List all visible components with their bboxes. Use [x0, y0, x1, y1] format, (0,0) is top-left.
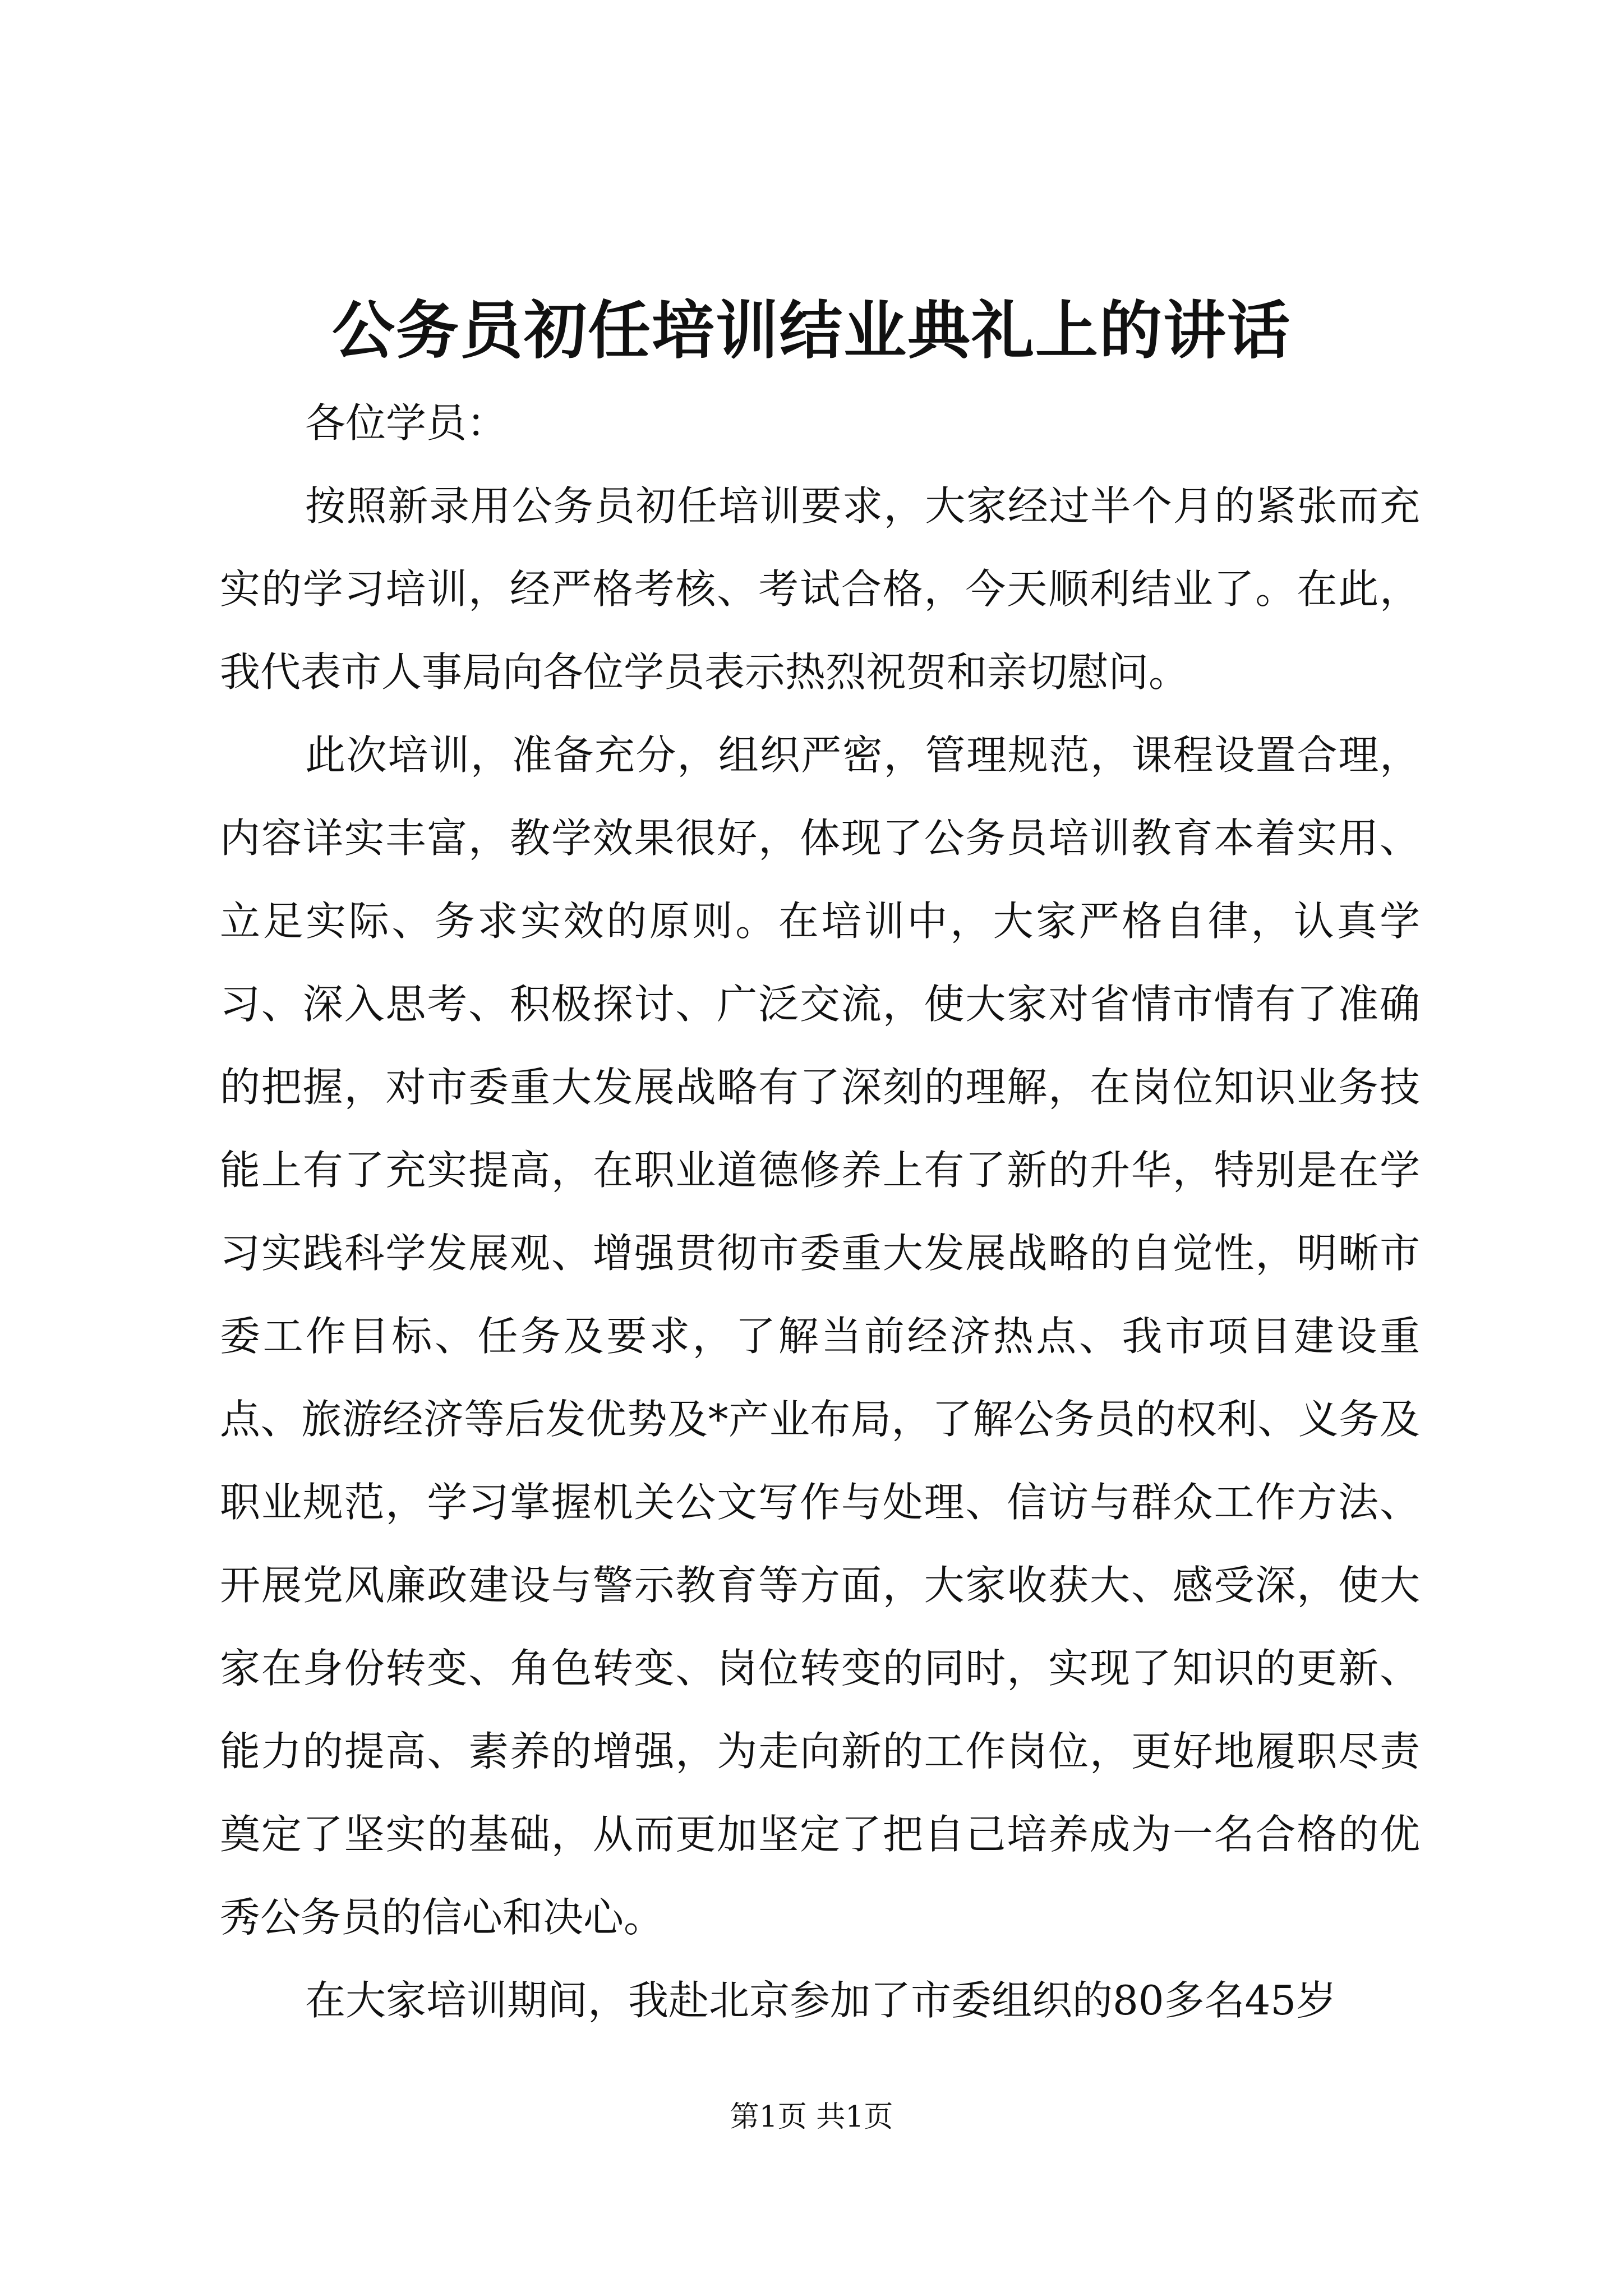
salutation: 各位学员： [305, 399, 508, 447]
page-number-footer: 第1页 共1页 [730, 2100, 893, 2134]
paragraph-beijing: 在大家培训期间，我赴北京参加了市委组织的80多名45岁 [305, 1977, 1337, 2024]
paragraph-training-summary: 此次培训，准备充分，组织严密，管理规范，课程设置合理，内容详实丰富，教学效果很好，体现了公务员培训教育本着实用、立足实际、务求实效的原则。在培训中，大家严格自律，认真学习、深入思考、积极探讨、广泛交流，使大家对省情市情有了准确的把握，对市委重大发展战略有了深刻的理解，在岗位知识业务技能上有了充实提高，在职业道德修养上有了新的升华，特别是在学习实践科学发展观、增强贯彻市委重大发展战略的自觉性，明晰市委工作目标、任务及要求，了解当前经济热点、我市项目建设重点、旅游经济等后发优势及*产业布局，了解公务员的权利、义务及职业规范，学习掌握机关公文写作与处理、信访与群众工作方法、开展党风廉政建设与警示教育等方面，大家收获大、感受深，使大家在身份转变、角色转变、岗位转变的同时，实现了知识的更新、能力的提高、素养的增强，为走向新的工作岗位，更好地履职尽责奠定了坚实的基础，从而更加坚定了把自己培养成为一名合格的优秀公务员的信心和决心。 [220, 731, 1420, 1941]
paragraph-intro: 按照新录用公务员初任培训要求，大家经过半个月的紧张而充实的学习培训，经严格考核、考试合格，今天顺利结业了。在此，我代表市人事局向各位学员表示热烈祝贺和亲切慰问。 [220, 482, 1420, 696]
document-body [220, 381, 1420, 2042]
document-title: 公务员初任培训结业典礼上的讲话 [332, 294, 1291, 367]
